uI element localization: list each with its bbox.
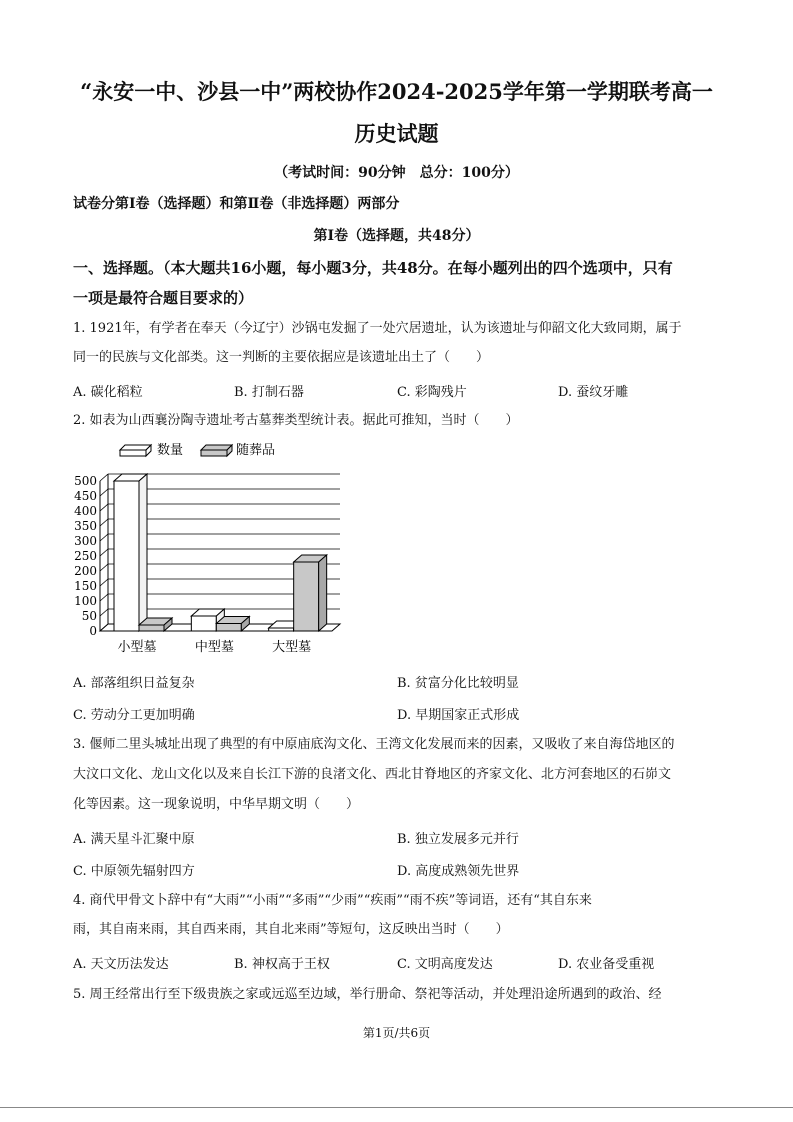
legend-label-count: 数量: [157, 443, 184, 458]
y-tick-label: 300: [74, 534, 97, 548]
question-1-option-a[interactable]: A. 碳化稻粒: [73, 385, 143, 400]
question-4-stem-line2: 雨，其自南来雨，其自西来雨，其自北来雨”等短句，这反映出当时（ ）: [73, 922, 509, 937]
question-1-option-d[interactable]: D. 蚕纹牙雕: [558, 385, 629, 400]
y-tick-label: 450: [74, 489, 97, 503]
bar: [139, 625, 164, 631]
grid-depth-line: [100, 609, 108, 616]
grid-depth-line: [100, 519, 108, 526]
grid-depth-line: [100, 594, 108, 601]
question-3-option-d[interactable]: D. 高度成熟领先世界: [397, 864, 520, 879]
legend-swatch-goods: [201, 450, 227, 456]
question-4-option-c[interactable]: C. 文明高度发达: [397, 957, 493, 972]
question-1-stem-line1: 1. 1921年，有学者在奉天（今辽宁）沙锅屯发掘了一处穴居遗址，认为该遗址与仰韶文化大致同期，属于: [73, 321, 682, 336]
y-tick-label: 250: [74, 549, 97, 563]
question-3-stem-line1: 3. 偃师二里头城址出现了典型的有中原庙底沟文化、王湾文化发展而来的因素，又吸收了来自海岱地区的: [73, 737, 675, 752]
bar: [216, 624, 241, 632]
grid-depth-line: [100, 489, 108, 496]
x-category-label: 大型墓: [272, 640, 312, 655]
y-tick-label: 350: [74, 519, 97, 533]
structure-note: 试卷分第Ⅰ卷（选择题）和第Ⅱ卷（非选择题）两部分: [73, 196, 400, 212]
question-4-option-d[interactable]: D. 农业备受重视: [558, 957, 655, 972]
question-4-option-b[interactable]: B. 神权高于王权: [234, 957, 330, 972]
legend-label-goods: 随葬品: [236, 443, 276, 458]
question-5-stem-line1: 5. 周王经常出行至下级贵族之家或远巡至边域，举行册命、祭祀等活动，并处理沿途所遇到的政治、经: [73, 987, 662, 1002]
chart-legend: [120, 442, 275, 458]
grid-depth-line: [100, 504, 108, 511]
section1-heading-line2: 一项是最符合题目要求的）: [73, 289, 254, 307]
y-tick-label: 200: [74, 564, 97, 578]
x-category-label: 中型墓: [194, 640, 234, 655]
question-2-option-d[interactable]: D. 早期国家正式形成: [397, 708, 520, 723]
question-4-stem-line1: 4. 商代甲骨文卜辞中有“大雨”“小雨”“多雨”“少雨”“疾雨”“雨不疾”等词语，还有“其自东来: [73, 893, 592, 908]
question-4-option-a[interactable]: A. 天文历法发达: [73, 957, 169, 972]
question-2-option-c[interactable]: C. 劳动分工更加明确: [73, 708, 195, 723]
part1-title: 第Ⅰ卷（选择题，共48分）: [313, 228, 480, 244]
question-3-stem-line2: 大汶口文化、龙山文化以及来自长江下游的良渚文化、西北甘脊地区的齐家文化、北方河套地区的石峁文: [73, 767, 672, 782]
y-tick-label: 150: [74, 579, 97, 593]
bar: [114, 481, 139, 631]
question-2-option-a[interactable]: A. 部落组织日益复杂: [73, 676, 195, 691]
bar: [191, 616, 216, 631]
y-tick-label: 0: [89, 624, 97, 638]
question-3-option-c[interactable]: C. 中原领先辐射四方: [73, 864, 195, 879]
question-1-option-b[interactable]: B. 打制石器: [234, 385, 304, 400]
question-2-option-b[interactable]: B. 贫富分化比较明显: [397, 676, 519, 691]
grid-depth-line: [100, 564, 108, 571]
bar-side: [139, 474, 147, 631]
question-3-option-b[interactable]: B. 独立发展多元并行: [397, 832, 519, 847]
exam-info: （考试时间：90分钟 总分：100分）: [274, 165, 519, 181]
exam-title-line1: “永安一中、沙县一中”两校协作2024-2025学年第一学期联考高一: [80, 79, 713, 104]
x-category-label: 小型墓: [117, 640, 157, 655]
question-3-option-a[interactable]: A. 满天星斗汇聚中原: [73, 832, 195, 847]
page-number: 第1页/共6页: [362, 1026, 431, 1040]
section1-heading-line1: 一、选择题。（本大题共16小题，每小题3分，共48分。在每小题列出的四个选项中，只有: [73, 259, 673, 277]
bar: [294, 562, 319, 631]
grid-depth-line: [100, 549, 108, 556]
tomb-statistics-chart: [60, 436, 360, 658]
grid-depth-line: [100, 534, 108, 541]
y-tick-label: 400: [74, 504, 97, 518]
bar-side: [319, 555, 327, 631]
y-tick-label: 50: [81, 609, 97, 623]
legend-swatch-count: [120, 450, 146, 456]
question-3-stem-line3: 化等因素。这一现象说明，中华早期文明（ ）: [73, 797, 360, 812]
grid-depth-line: [100, 474, 108, 481]
grid-depth-line: [100, 579, 108, 586]
exam-title-line2: 历史试题: [354, 121, 439, 146]
question-2-stem-line1: 2. 如表为山西襄汾陶寺遗址考古墓葬类型统计表。据此可推知，当时（ ）: [73, 413, 519, 428]
question-1-stem-line2: 同一的民族与文化部类。这一判断的主要依据应是该遗址出土了（ ）: [73, 350, 490, 365]
question-1-option-c[interactable]: C. 彩陶残片: [397, 385, 467, 400]
y-tick-label: 500: [74, 474, 97, 488]
y-tick-label: 100: [74, 594, 97, 608]
page-bottom-rule: [0, 1107, 793, 1108]
